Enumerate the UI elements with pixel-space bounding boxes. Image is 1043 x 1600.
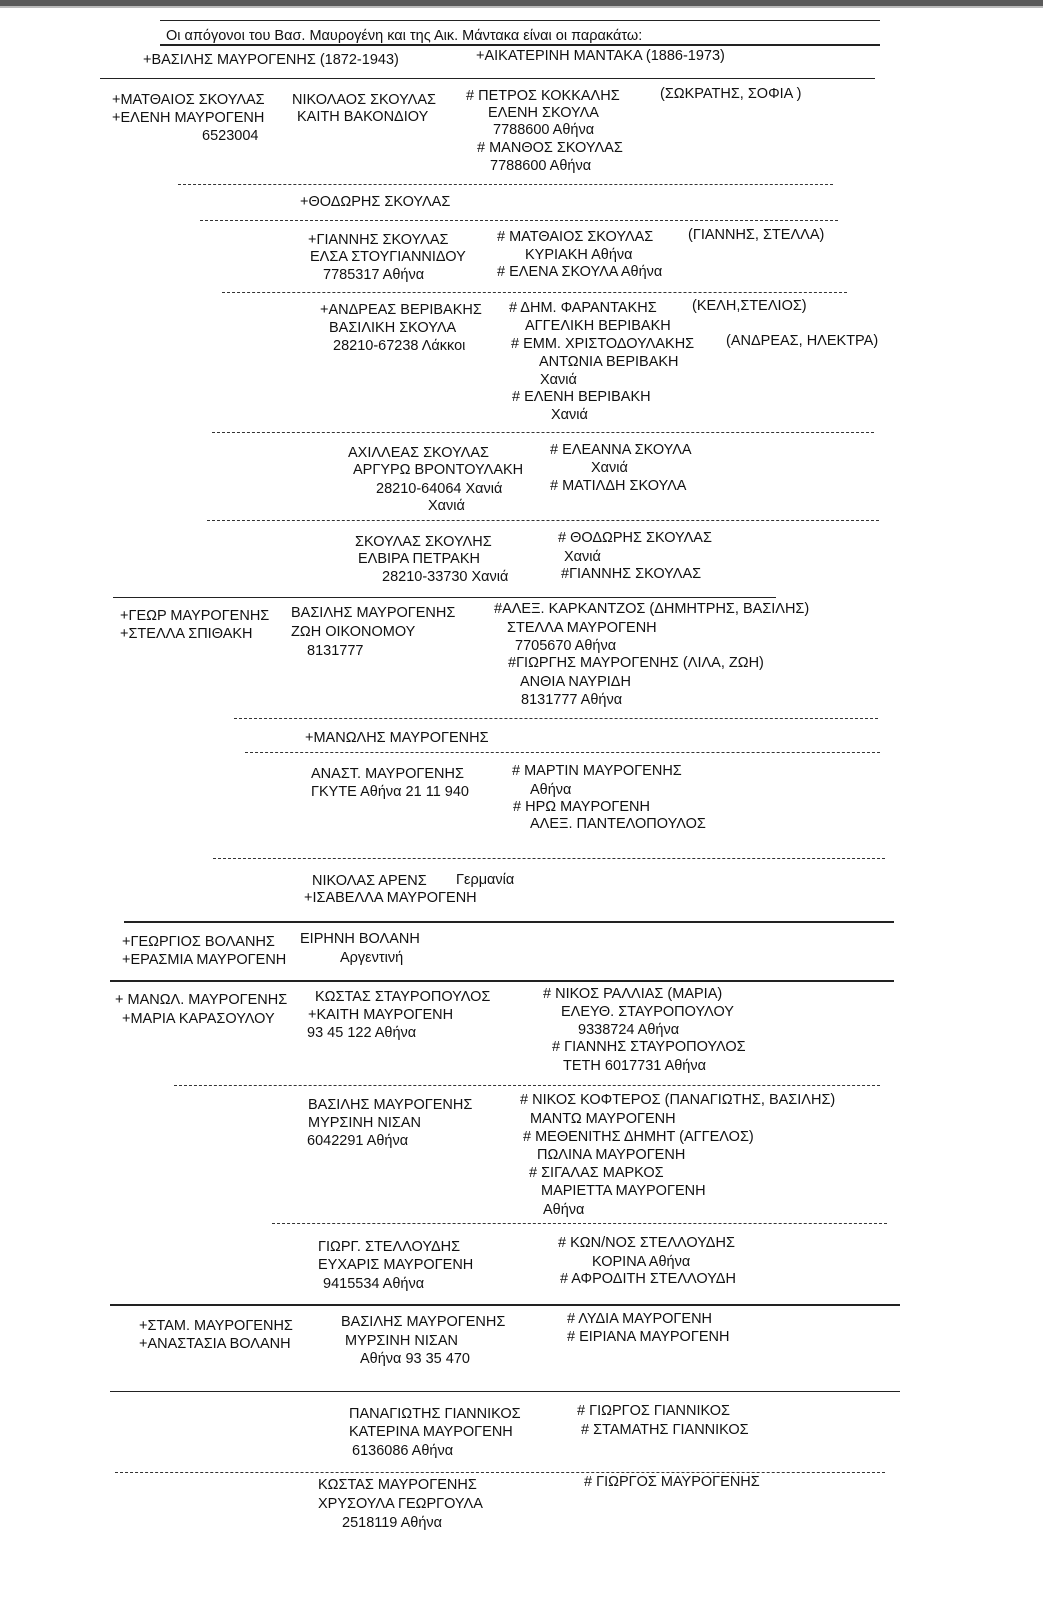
city: Χανιά (540, 372, 577, 388)
city-phone: Αθήνα 93 35 470 (360, 1351, 470, 1367)
child-entry: #ΓΙΩΡΓΗΣ ΜΑΥΡΟΓΕΝΗΣ (ΛΙΛΑ, ΖΩΗ) (508, 655, 764, 671)
phone-number: 8131777 (307, 643, 364, 659)
grandchildren-names: (ΓΙΑΝΝΗΣ, ΣΤΕΛΛΑ) (688, 227, 825, 243)
founder-wife: +ΑΙΚΑΤΕΡΙΝΗ ΜΑΝΤΑΚΑ (1886-1973) (476, 48, 725, 64)
couple-line: +ΣΤΑΜ. ΜΑΥΡΟΓΕΝΗΣ (139, 1318, 293, 1334)
country: Γερμανία (456, 872, 515, 888)
parent-name: +ΘΟΔΩΡΗΣ ΣΚΟΥΛΑΣ (300, 194, 451, 210)
branch-divider (110, 980, 894, 982)
child-entry: # ΜΑΝΘΟΣ ΣΚΟΥΛΑΣ (477, 140, 623, 156)
family-divider (174, 1085, 880, 1086)
city: Χανιά (428, 498, 465, 514)
parent-name: ΜΥΡΣΙΝΗ ΝΙΣΑΝ (308, 1115, 421, 1131)
child-entry: # ΜΑΡΤΙΝ ΜΑΥΡΟΓΕΝΗΣ (512, 763, 682, 779)
parent-name: ΚΑΤΕΡΙΝΑ ΜΑΥΡΟΓΕΝΗ (349, 1424, 513, 1440)
parent-name: +ΑΝΔΡΕΑΣ ΒΕΡΙΒΑΚΗΣ (320, 302, 482, 318)
phone-city: 7788600 Αθήνα (493, 122, 595, 138)
city: Αθήνα (530, 782, 572, 798)
couple-line: +ΜΑΡΙΑ ΚΑΡΑΣΟΥΛΟΥ (122, 1011, 275, 1027)
parent-name: ΑΧΙΛΛΕΑΣ ΣΚΟΥΛΑΣ (348, 445, 489, 461)
family-divider (245, 752, 880, 753)
grandchildren-names: (ΣΩΚΡΑΤΗΣ, ΣΟΦΙΑ ) (660, 86, 802, 102)
child-entry: # ΝΙΚΟΣ ΚΟΦΤΕΡΟΣ (ΠΑΝΑΓΙΩΤΗΣ, ΒΑΣΙΛΗΣ) (520, 1092, 836, 1108)
child-entry: ΑΝΘΙΑ ΝΑΥΡΙΔΗ (520, 674, 631, 690)
child-entry: ΜΑΡΙΕΤΤΑ ΜΑΥΡΟΓΕΝΗ (541, 1183, 706, 1199)
child-entry: ΚΥΡΙΑΚΗ Αθήνα (525, 247, 633, 263)
couple-line: +ΑΝΑΣΤΑΣΙΑ ΒΟΛΑΝΗ (139, 1336, 291, 1352)
parent-name: +ΙΣΑΒΕΛΛΑ ΜΑΥΡΟΓΕΝΗ (304, 890, 477, 906)
grandchildren-names: (ΑΝΔΡΕΑΣ, ΗΛΕΚΤΡΑ) (726, 333, 879, 349)
family-divider (178, 184, 833, 185)
child-entry: # ΣΙΓΑΛΑΣ ΜΑΡΚΟΣ (529, 1165, 664, 1181)
child-entry: # ΛΥΔΙΑ ΜΑΥΡΟΓΕΝΗ (567, 1311, 713, 1327)
parent-name: +ΜΑΝΩΛΗΣ ΜΑΥΡΟΓΕΝΗΣ (305, 730, 489, 746)
child-entry: ΚΟΡΙΝΑ Αθήνα (592, 1254, 691, 1270)
parent-name: ΓΙΩΡΓ. ΣΤΕΛΛΟΥΔΗΣ (318, 1239, 461, 1255)
phone-city: 28210-67238 Λάκκοι (333, 338, 466, 354)
header-rule (160, 44, 880, 46)
branch-divider (124, 921, 894, 923)
parent-name: +ΓΙΑΝΝΗΣ ΣΚΟΥΛΑΣ (308, 232, 449, 248)
phone-city: 28210-64064 Χανιά (376, 481, 503, 497)
phone-city: ΤΕΤΗ 6017731 Αθήνα (563, 1058, 706, 1074)
child-entry: # ΗΡΩ ΜΑΥΡΟΓΕΝΗ (513, 799, 650, 815)
family-divider (222, 292, 847, 293)
child-entry: # ΓΙΩΡΓΟΣ ΓΙΑΝΝΙΚΟΣ (577, 1403, 731, 1419)
couple-line: +ΣΤΕΛΛΑ ΣΠΙΘΑΚΗ (120, 626, 253, 642)
parent-name: ΚΩΣΤΑΣ ΜΑΥΡΟΓΕΝΗΣ (318, 1477, 477, 1493)
family-divider (212, 432, 874, 433)
child-entry: ΑΓΓΕΛΙΚΗ ΒΕΡΙΒΑΚΗ (525, 318, 671, 334)
child-entry: # ΓΙΑΝΝΗΣ ΣΤΑΥΡΟΠΟΥΛΟΣ (552, 1039, 746, 1055)
parent-name: ΒΑΣΙΛΙΚΗ ΣΚΟΥΛΑ (329, 320, 457, 336)
parent-name: ΕΥΧΑΡΙΣ ΜΑΥΡΟΓΕΝΗ (318, 1257, 474, 1273)
city: Χανιά (591, 460, 628, 476)
country: Αργεντινή (340, 950, 404, 966)
branch-divider (100, 78, 875, 79)
couple-line: +ΜΑΤΘΑΙΟΣ ΣΚΟΥΛΑΣ (112, 92, 265, 108)
parent-name: ΖΩΗ ΟΙΚΟΝΟΜΟΥ (291, 624, 416, 640)
family-divider (200, 220, 838, 221)
child-entry: # ΕΙΡΙΑΝΑ ΜΑΥΡΟΓΕΝΗ (567, 1329, 730, 1345)
founder-husband: +ΒΑΣΙΛΗΣ ΜΑΥΡΟΓΕΝΗΣ (1872-1943) (143, 52, 399, 68)
child-entry: # ΕΛΕΝΑ ΣΚΟΥΛΑ Αθήνα (497, 264, 663, 280)
child-entry: ΕΛΕΥΘ. ΣΤΑΥΡΟΠΟΥΛΟΥ (561, 1004, 734, 1020)
family-divider (115, 1472, 885, 1473)
branch-divider (113, 597, 776, 598)
parent-name: ΑΡΓΥΡΩ ΒΡΟΝΤΟΥΛΑΚΗ (353, 462, 524, 478)
child-entry: ΕΛΕΝΗ ΣΚΟΥΛΑ (488, 105, 599, 121)
phone-city: 6042291 Αθήνα (307, 1133, 409, 1149)
child-entry: #ΑΛΕΞ. ΚΑΡΚΑΝΤΖΟΣ (ΔΗΜΗΤΡΗΣ, ΒΑΣΙΛΗΣ) (494, 601, 810, 617)
phone-city: 93 45 122 Αθήνα (307, 1025, 417, 1041)
family-divider (213, 858, 885, 859)
phone-city: 28210-33730 Χανιά (382, 569, 509, 585)
phone-city: 7705670 Αθήνα (515, 638, 617, 654)
child-entry: # ΓΙΩΡΓΟΣ ΜΑΥΡΟΓΕΝΗΣ (584, 1474, 760, 1490)
phone-city: 9415534 Αθήνα (323, 1276, 425, 1292)
header-rule-top (160, 20, 880, 21)
parent-name: ΝΙΚΟΛΑΣ ΑΡΕΝΣ (312, 873, 427, 889)
couple-line: +ΕΛΕΝΗ ΜΑΥΡΟΓΕΝΗ (112, 110, 265, 126)
intro-text: Οι απόγονοι του Βασ. Μαυρογένη και της Αικ. Μάντακα είναι οι παρακάτω: (166, 28, 643, 44)
parent-name: ΓΚΥΤΕ Αθήνα 21 11 940 (311, 784, 469, 800)
couple-line: +ΕΡΑΣΜΙΑ ΜΑΥΡΟΓΕΝΗ (122, 952, 287, 968)
grandchildren-names: (ΚΕΛΗ,ΣΤΕΛΙΟΣ) (692, 298, 807, 314)
city: Αθήνα (543, 1202, 585, 1218)
child-entry: ΠΩΛΙΝΑ ΜΑΥΡΟΓΕΝΗ (537, 1147, 686, 1163)
parent-name: ΚΩΣΤΑΣ ΣΤΑΥΡΟΠΟΥΛΟΣ (315, 989, 491, 1005)
parent-name: ΠΑΝΑΓΙΩΤΗΣ ΓΙΑΝΝΙΚΟΣ (349, 1406, 521, 1422)
parent-name: ΕΛΣΑ ΣΤΟΥΓΙΑΝΝΙΔΟΥ (310, 249, 466, 265)
couple-line: +ΓΕΩΡ ΜΑΥΡΟΓΕΝΗΣ (120, 608, 270, 624)
child-entry: ΣΤΕΛΛΑ ΜΑΥΡΟΓΕΝΗ (507, 620, 657, 636)
parent-name: ΑΝΑΣΤ. ΜΑΥΡΟΓΕΝΗΣ (311, 766, 464, 782)
child-entry: # ΜΑΤΙΛΔΗ ΣΚΟΥΛΑ (550, 478, 687, 494)
city: Χανιά (564, 549, 601, 565)
phone-number: 6523004 (202, 128, 259, 144)
parent-name: ΚΑΙΤΗ ΒΑΚΟΝΔΙΟΥ (297, 109, 429, 125)
child-entry: # ΣΤΑΜΑΤΗΣ ΓΙΑΝΝΙΚΟΣ (581, 1422, 749, 1438)
phone-city: 9338724 Αθήνα (578, 1022, 680, 1038)
child-entry: ΜΑΝΤΩ ΜΑΥΡΟΓΕΝΗ (530, 1111, 676, 1127)
parent-name: ΧΡΥΣΟΥΛΑ ΓΕΩΡΓΟΥΛΑ (318, 1496, 483, 1512)
parent-name: ΣΚΟΥΛΑΣ ΣΚΟΥΛΗΣ (355, 534, 492, 550)
parent-name: +ΚΑΙΤΗ ΜΑΥΡΟΓΕΝΗ (308, 1007, 454, 1023)
child-entry: ΑΛΕΞ. ΠΑΝΤΕΛΟΠΟΥΛΟΣ (530, 816, 706, 832)
couple-line: +ΓΕΩΡΓΙΟΣ ΒΟΛΑΝΗΣ (122, 934, 275, 950)
child-entry: #ΓΙΑΝΝΗΣ ΣΚΟΥΛΑΣ (561, 566, 702, 582)
phone-city: 6136086 Αθήνα (352, 1443, 454, 1459)
child-entry: # ΠΕΤΡΟΣ ΚΟΚΚΑΛΗΣ (466, 88, 620, 104)
child-entry: # ΕΛΕΑΝΝΑ ΣΚΟΥΛΑ (550, 442, 692, 458)
parent-name: ΕΛΒΙΡΑ ΠΕΤΡΑΚΗ (358, 551, 480, 567)
child-entry: # ΔΗΜ. ΦΑΡΑΝΤΑΚΗΣ (509, 300, 657, 316)
phone-city: 8131777 Αθήνα (521, 692, 623, 708)
family-divider (272, 1223, 887, 1224)
parent-name: ΜΥΡΣΙΝΗ ΝΙΣΑΝ (345, 1333, 458, 1349)
parent-name: ΒΑΣΙΛΗΣ ΜΑΥΡΟΓΕΝΗΣ (291, 605, 456, 621)
city: Χανιά (551, 407, 588, 423)
couple-line: + ΜΑΝΩΛ. ΜΑΥΡΟΓΕΝΗΣ (115, 992, 288, 1008)
parent-name: ΒΑΣΙΛΗΣ ΜΑΥΡΟΓΕΝΗΣ (341, 1314, 506, 1330)
child-entry: # ΕΜΜ. ΧΡΙΣΤΟΔΟΥΛΑΚΗΣ (511, 336, 695, 352)
scan-top-border-shadow (0, 6, 1043, 8)
child-entry: # ΕΛΕΝΗ ΒΕΡΙΒΑΚΗ (512, 389, 651, 405)
child-entry: # ΜΕΘΕΝΙΤΗΣ ΔΗΜΗΤ (ΑΓΓΕΛΟΣ) (523, 1129, 754, 1145)
parent-name: ΕΙΡΗΝΗ ΒΟΛΑΝΗ (300, 931, 420, 947)
child-entry: # ΑΦΡΟΔΙΤΗ ΣΤΕΛΛΟΥΔΗ (560, 1271, 736, 1287)
family-divider (234, 718, 878, 719)
phone-city: 7788600 Αθήνα (490, 158, 592, 174)
branch-divider (110, 1391, 900, 1392)
phone-city: 7785317 Αθήνα (323, 267, 425, 283)
child-entry: ΑΝΤΩΝΙΑ ΒΕΡΙΒΑΚΗ (539, 354, 679, 370)
child-entry: # ΚΩΝ/ΝΟΣ ΣΤΕΛΛΟΥΔΗΣ (558, 1235, 735, 1251)
child-entry: # ΜΑΤΘΑΙΟΣ ΣΚΟΥΛΑΣ (497, 229, 654, 245)
phone-city: 2518119 Αθήνα (342, 1515, 443, 1531)
child-entry: # ΘΟΔΩΡΗΣ ΣΚΟΥΛΑΣ (558, 530, 712, 546)
child-entry: # ΝΙΚΟΣ ΡΑΛΛΙΑΣ (ΜΑΡΙΑ) (543, 986, 723, 1002)
branch-divider (110, 1304, 900, 1306)
parent-name: ΒΑΣΙΛΗΣ ΜΑΥΡΟΓΕΝΗΣ (308, 1097, 473, 1113)
parent-name: ΝΙΚΟΛΑΟΣ ΣΚΟΥΛΑΣ (292, 92, 436, 108)
family-divider (207, 520, 879, 521)
